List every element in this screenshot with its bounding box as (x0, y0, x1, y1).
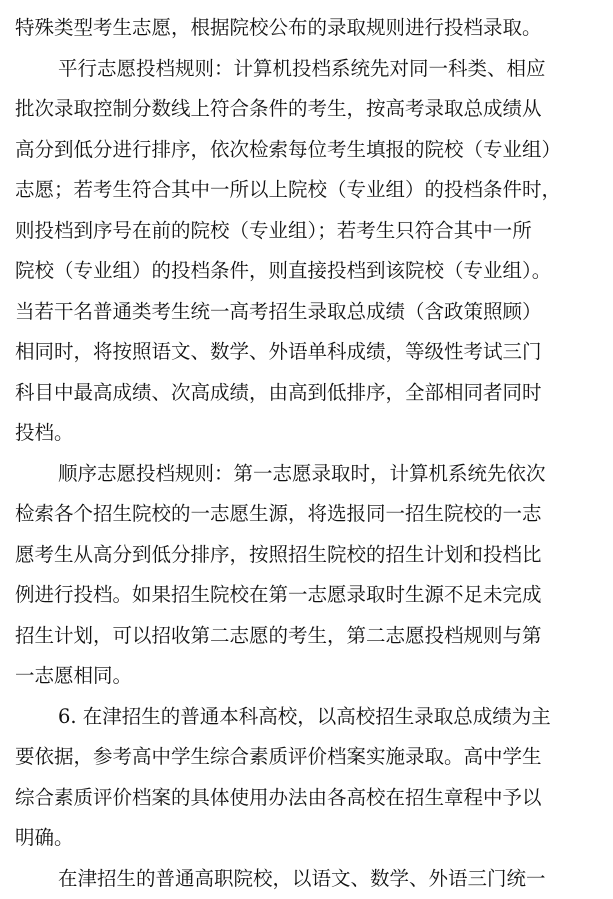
text-line: 特殊类型考生志愿，根据院校公布的录取规则进行投档录取。 (15, 8, 599, 49)
text-line: 投档。 (15, 413, 599, 454)
text-line: 院校（专业组）的投档条件，则直接投档到该院校（专业组）。 (15, 251, 599, 292)
document-body (15, 8, 599, 899)
text-line: 则投档到序号在前的院校（专业组）；若考生只符合其中一所 (15, 211, 599, 252)
paragraph-first-line: 平行志愿投档规则：计算机投档系统先对同一科类、相应 (15, 49, 599, 90)
text-line: 当若干名普通类考生统一高考招生录取总成绩（含政策照顾） (15, 292, 599, 333)
text-line: 高分到低分进行排序，依次检索每位考生填报的院校（专业组） (15, 130, 599, 171)
text-line: 检索各个招生院校的一志愿生源，将选报同一招生院校的一志 (15, 494, 599, 535)
text-line: 批次录取控制分数线上符合条件的考生，按高考录取总成绩从 (15, 89, 599, 130)
text-line: 明确。 (15, 818, 599, 859)
text-line: 志愿；若考生符合其中一所以上院校（专业组）的投档条件时， (15, 170, 599, 211)
text-line: 要依据，参考高中学生综合素质评价档案实施录取。高中学生 (15, 737, 599, 778)
text-line: 相同时，将按照语文、数学、外语单科成绩，等级性考试三门 (15, 332, 599, 373)
text-line: 一志愿相同。 (15, 656, 599, 697)
text-line: 招生计划，可以招收第二志愿的考生，第二志愿投档规则与第 (15, 616, 599, 657)
text-line: 综合素质评价档案的具体使用办法由各高校在招生章程中予以 (15, 778, 599, 819)
text-line: 愿考生从高分到低分排序，按照招生院校的招生计划和投档比 (15, 535, 599, 576)
paragraph-first-line: 顺序志愿投档规则：第一志愿录取时，计算机系统先依次 (15, 454, 599, 495)
paragraph-first-line: 在津招生的普通高职院校，以语文、数学、外语三门统一 (15, 859, 599, 899)
paragraph-first-line: 6. 在津招生的普通本科高校，以高校招生录取总成绩为主 (15, 697, 599, 738)
text-line: 例进行投档。如果招生院校在第一志愿录取时生源不足未完成 (15, 575, 599, 616)
text-line: 科目中最高成绩、次高成绩，由高到低排序，全部相同者同时 (15, 373, 599, 414)
